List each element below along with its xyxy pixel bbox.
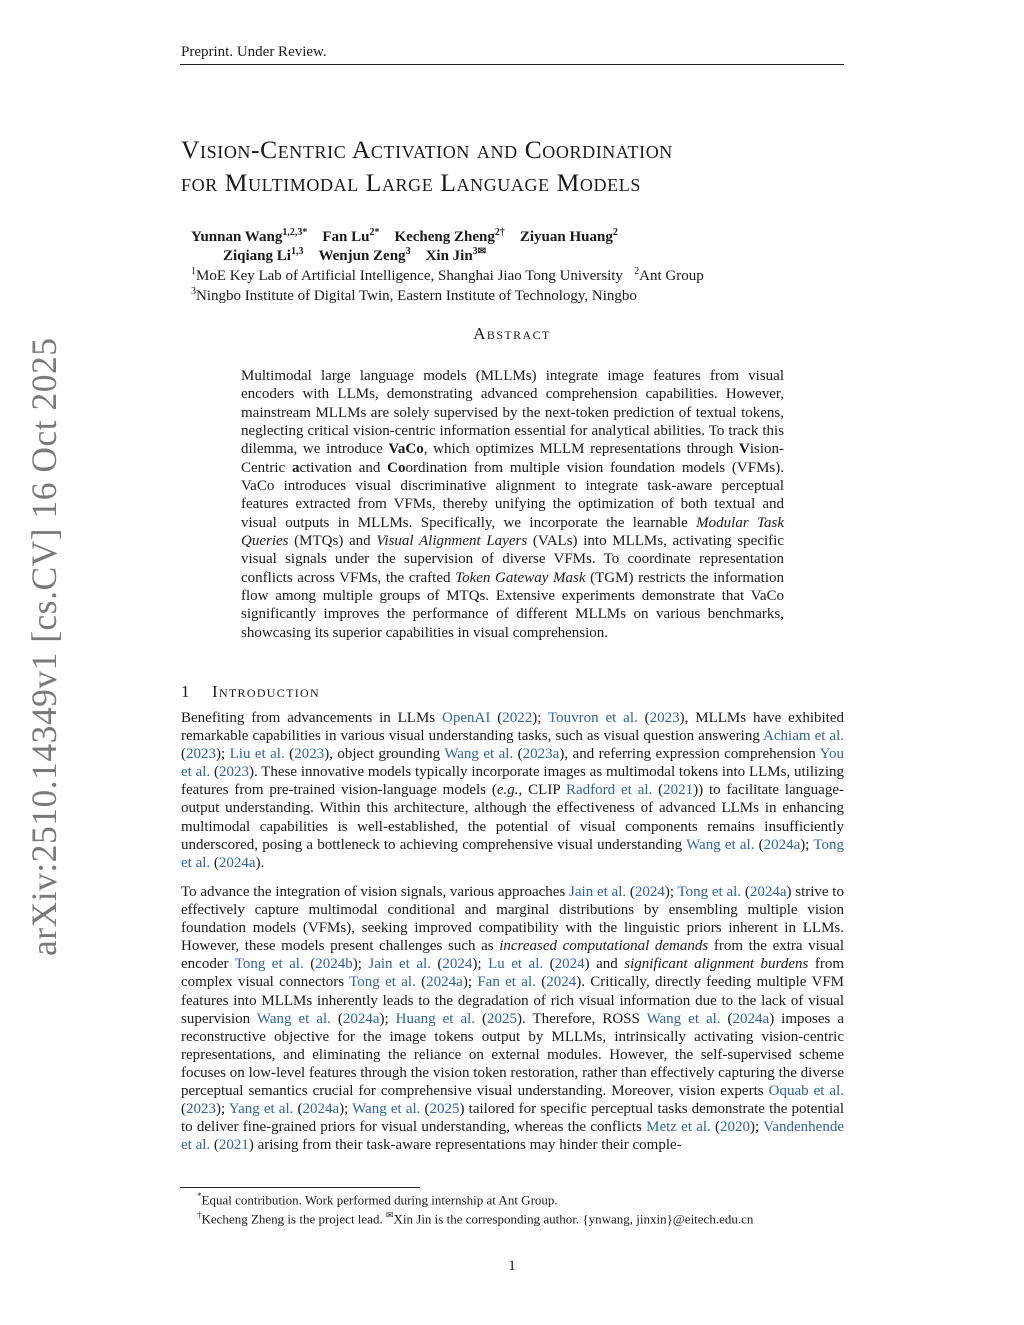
body-text: ) strive to effectively capture multimodal conditional and marginal distributions by ensembling multiple vision foundation models (VFMs), seeking improved compatibility with the linguistic priors inherent in LLMs. However, these models present challenges such as: [181, 884, 844, 955]
body-text: );: [352, 956, 369, 973]
affiliation: Ant Group: [639, 268, 704, 284]
affiliation: Ningbo Institute of Digital Twin, Eastern Institute of Technology, Ningbo: [196, 288, 637, 304]
citation-link[interactable]: Lu et al.: [488, 956, 544, 973]
citation-link[interactable]: 2024a: [749, 884, 787, 900]
citation-link[interactable]: Wang et al.: [686, 836, 755, 853]
body-text: (: [303, 956, 316, 973]
author-name: Kecheng Zheng: [394, 229, 495, 245]
citation-link[interactable]: Wang et al.: [256, 1010, 331, 1027]
author-affiliation-mark: 1,3: [290, 246, 304, 257]
section-heading: [181, 682, 320, 702]
citation-link[interactable]: Metz et al.: [646, 1119, 711, 1136]
paper-title: [181, 133, 845, 199]
affiliation-number: 3: [191, 286, 196, 297]
affiliation-number: 1: [191, 266, 196, 277]
citation-link[interactable]: Jain et al.: [368, 956, 431, 973]
citation-link[interactable]: Jain et al.: [569, 884, 627, 900]
author-affiliation-mark: 2: [612, 227, 618, 238]
author-affiliation-mark: 3: [472, 246, 478, 257]
body-text: (: [420, 1101, 430, 1118]
body-text: (: [652, 782, 664, 799]
citation-link[interactable]: Wang et al.: [352, 1101, 421, 1118]
abstract-text: (VALs) into MLLMs, activating specific visual signals under the supervision of diverse VFMs. To coordinate representation conflicts across VFMs, the crafted: [241, 533, 784, 586]
body-text: );: [532, 710, 548, 726]
body-text: (: [754, 836, 764, 853]
footnote-2: [197, 1210, 753, 1227]
body-text: Benefiting from advancements in LLMs: [181, 710, 442, 726]
title-line-2: for Multimodal Large Language Models: [181, 168, 641, 197]
body-text: (: [626, 884, 635, 900]
author-affiliation-mark: 1,2,3: [282, 227, 303, 238]
citation-link[interactable]: 2024a: [218, 854, 256, 871]
emphasis: e.g.: [496, 782, 519, 799]
body-text: , CLIP: [518, 782, 566, 799]
citation-link[interactable]: 2024a: [763, 836, 801, 853]
abstract-text: ordination from multiple vision foundation models (VFMs). VaCo introduces visual discriminative alignment to integrate task-aware perceptual features extracted from VFMs, thereby unifying the optimization of both textual and visual outputs in MLLMs. Specifically, we incorporate the learnable: [241, 459, 785, 531]
body-text: To advance the integration of vision signals, various approaches: [181, 884, 570, 900]
citation-link[interactable]: 2024: [634, 884, 665, 900]
citation-link[interactable]: Radford et al.: [565, 782, 653, 799]
body-text: (: [181, 746, 186, 763]
citation-link[interactable]: Tong et al.: [181, 836, 844, 871]
citation-link[interactable]: 2023: [186, 746, 216, 763]
method-name: VaCo: [388, 441, 424, 458]
citation-link[interactable]: 2025: [487, 1010, 518, 1027]
body-text: ), object grounding: [324, 746, 445, 763]
body-text: (: [210, 1137, 219, 1154]
body-text: (: [330, 1010, 343, 1027]
body-text: from the extra visual encoder: [181, 938, 845, 973]
citation-link[interactable]: Huang et al.: [395, 1010, 476, 1027]
citation-link[interactable]: Oquab et al.: [768, 1083, 845, 1100]
citation-link[interactable]: 2023a: [522, 746, 560, 763]
body-text: ) tailored for specific perceptual tasks demonstrate the potential to deliver fine-grained priors for visual understanding, whereas the conflicts: [181, 1101, 845, 1136]
title-line-1: Vision-Centric Activation and Coordination: [181, 135, 673, 164]
body-text: (: [513, 746, 523, 763]
project-lead-mark: †: [499, 227, 505, 238]
citation-link[interactable]: 2023: [186, 1101, 216, 1118]
body-text: (: [210, 854, 219, 871]
intro-paragraph-2: [181, 883, 844, 1154]
author-affiliation-mark: 2: [494, 227, 500, 238]
citation-link[interactable]: You et al.: [181, 746, 845, 781]
body-text: );: [800, 836, 814, 853]
header-rule: [180, 64, 844, 65]
body-text: (: [637, 710, 650, 726]
body-text: from complex visual connectors: [181, 956, 844, 991]
footnote-text: Equal contribution. Work performed during internship at Ant Group.: [201, 1192, 558, 1208]
body-text: ).: [255, 854, 265, 871]
body-text: ). These innovative models typically incorporate images as multimodal tokens into LLMs, utilizing features from pre-trained vision-language models (: [181, 764, 844, 799]
body-text: );: [216, 1101, 229, 1118]
abstract-text: ision-Centric: [241, 441, 784, 476]
footnote-symbol: *: [197, 1191, 202, 1201]
body-text: );: [379, 1010, 396, 1027]
author-name: Xin Jin: [425, 248, 473, 264]
abstract-text: (MTQs) and: [288, 533, 377, 550]
emphasis: Visual Alignment Layers: [376, 533, 528, 550]
citation-link[interactable]: OpenAI: [442, 710, 491, 726]
citation-link[interactable]: 2025: [429, 1101, 460, 1118]
body-text: )) to facilitate language-output understanding. Within this architecture, although the effectiveness of advanced LLMs in enhancing multimodal capabilities is well-established, the potential of visual components remains insufficiently underscored, posing a bottleneck to achieving comprehensive visual understanding: [181, 782, 844, 853]
author-name: Ziyuan Huang: [519, 229, 613, 245]
body-text: (: [181, 1101, 186, 1118]
footnote-text: Xin Jin is the corresponding author. {ynwang, jinxin}@eitech.edu.cn: [393, 1211, 754, 1227]
emphasis: significant alignment burdens: [624, 956, 809, 973]
citation-link[interactable]: Tong et al.: [234, 956, 304, 973]
footnote-rule: [180, 1187, 420, 1188]
citation-link[interactable]: 2023: [218, 764, 249, 781]
intro-paragraph-1: [181, 709, 844, 872]
citation-link[interactable]: 2024b: [315, 956, 353, 973]
abstract-text: ctivation and: [299, 459, 388, 476]
author-affiliation-mark: 3: [405, 246, 411, 257]
affiliation: MoE Key Lab of Artificial Intelligence, Shanghai Jiao Tong University: [196, 268, 623, 284]
acronym-letter: V: [738, 441, 750, 458]
abstract-body: [241, 367, 784, 642]
emphasis: Modular Task Queries: [241, 514, 784, 550]
body-text: ), MLLMs have exhibited remarkable capabilities in various visual understanding tasks, such as visual question answering: [181, 710, 844, 745]
body-text: (: [710, 1119, 721, 1136]
citation-link[interactable]: 2024: [546, 974, 577, 991]
body-text: (: [535, 974, 547, 991]
citation-link[interactable]: 2024: [554, 956, 585, 973]
citation-link[interactable]: 2023: [294, 746, 325, 763]
affiliation-line-2: [191, 286, 637, 305]
equal-contribution-mark: *: [374, 227, 380, 238]
citation-link[interactable]: 2024a: [426, 974, 463, 991]
page-number: 1: [508, 1258, 516, 1274]
authors-row-1: [191, 227, 618, 246]
body-text: );: [750, 1119, 764, 1136]
citation-link[interactable]: 2022: [502, 710, 533, 726]
author-name: Wenjun Zeng: [318, 248, 406, 264]
acronym-letter: a: [291, 459, 300, 476]
citation-link[interactable]: 2024: [442, 956, 473, 973]
affiliation-number: 2: [634, 266, 640, 277]
body-text: (: [475, 1010, 488, 1027]
body-text: (: [490, 710, 503, 726]
body-text: (: [293, 1101, 303, 1118]
author-name: Ziqiang Li: [223, 248, 291, 264]
footnote-text: Kecheng Zheng is the project lead.: [201, 1211, 386, 1227]
citation-link[interactable]: Touvron et al.: [547, 710, 638, 726]
citation-link[interactable]: 2024a: [732, 1010, 770, 1027]
body-text: ). Critically, directly feeding multiple VFM features into MLLMs inherently leads to the degradation of rich visual information due to the lack of visual supervision: [181, 974, 845, 1027]
body-text: (: [210, 764, 219, 781]
citation-link[interactable]: 2024a: [302, 1101, 340, 1118]
body-text: (: [741, 884, 750, 900]
equal-contribution-mark: *: [302, 227, 308, 238]
citation-link[interactable]: 2021: [663, 782, 694, 799]
body-text: );: [339, 1101, 353, 1118]
author-name: Fan Lu: [322, 229, 370, 245]
citation-link[interactable]: 2020: [720, 1119, 751, 1136]
author-name: Yunnan Wang: [191, 229, 283, 245]
citation-link[interactable]: Fan et al.: [477, 974, 536, 991]
abstract-heading: Abstract: [473, 324, 551, 343]
running-header: Preprint. Under Review.: [181, 44, 327, 60]
emphasis: Token Gateway Mask: [455, 569, 586, 586]
citation-link[interactable]: 2021: [218, 1137, 249, 1154]
emphasis: increased computational demands: [499, 938, 709, 955]
citation-link[interactable]: Vandenhende et al.: [181, 1119, 844, 1154]
citation-link[interactable]: Wang et al.: [646, 1010, 721, 1027]
abstract-text: Multimodal large language models (MLLMs) integrate image features from visual encoders with LLMs, demonstrating advanced comprehension capabilities. However, mainstream MLLMs are solely supervised by the next-token prediction of textual tokens, neglecting critical vision-centric information essential for analytical abilities. To track this dilemma, we introduce: [241, 368, 784, 458]
envelope-icon: ✉: [385, 1210, 394, 1220]
body-text: (: [284, 746, 295, 763]
body-text: ) and: [584, 956, 625, 973]
body-text: );: [216, 746, 230, 763]
footnote-1: [197, 1191, 558, 1208]
citation-link[interactable]: Tong et al.: [677, 884, 742, 900]
authors-row-2: [223, 246, 486, 265]
citation-link[interactable]: Liu et al.: [229, 746, 285, 763]
affiliation-line-1: [191, 266, 704, 285]
body-text: ), and referring expression comprehension: [559, 746, 820, 763]
section-number: 1: [181, 682, 190, 701]
body-text: );: [664, 884, 678, 900]
acronym-letter: Co: [387, 459, 406, 476]
citation-link[interactable]: Achiam et al.: [763, 728, 844, 745]
citation-link[interactable]: Tong et al.: [349, 974, 416, 991]
body-text: ). Therefore, ROSS: [517, 1010, 647, 1027]
author-affiliation-mark: 2: [369, 227, 375, 238]
body-text: (: [415, 974, 427, 991]
section-title: Introduction: [212, 682, 320, 701]
body-text: ) arising from their task-aware representations may hinder their comple-: [248, 1137, 682, 1154]
abstract-text: (TGM) restricts the information flow among multiple groups of MTQs. Extensive experiments demonstrate that VaCo significantly improves the performance of different MLLMs on various benchmarks, showcasing its superior capabilities in visual comprehension.: [241, 569, 785, 641]
body-text: );: [472, 956, 489, 973]
body-text: (: [543, 956, 555, 973]
footnote-symbol: †: [197, 1210, 202, 1220]
body-text: ) imposes a reconstructive objective for the image tokens output by MLLMs, intrinsically activating vision-centric representations, and eliminating the reliance on external modules. However, the self-supervised scheme focuses on low-level features through the vision token restoration, rather than effectively capturing the diverse perceptual semantics crucial for comprehensive visual understanding. Moreover, vision experts: [181, 1010, 844, 1100]
abstract-text: , which optimizes MLLM representations through: [423, 441, 739, 458]
citation-link[interactable]: 2024a: [342, 1010, 380, 1027]
citation-link[interactable]: 2023: [649, 710, 680, 726]
citation-link[interactable]: Wang et al.: [444, 746, 514, 763]
body-text: );: [462, 974, 478, 991]
arxiv-identifier: arXiv:2510.14349v1 [cs.CV] 16 Oct 2025: [24, 337, 64, 956]
citation-link[interactable]: Yang et al.: [228, 1101, 294, 1118]
envelope-icon: ✉: [477, 246, 487, 257]
body-text: (: [720, 1010, 733, 1027]
body-text: (: [430, 956, 443, 973]
